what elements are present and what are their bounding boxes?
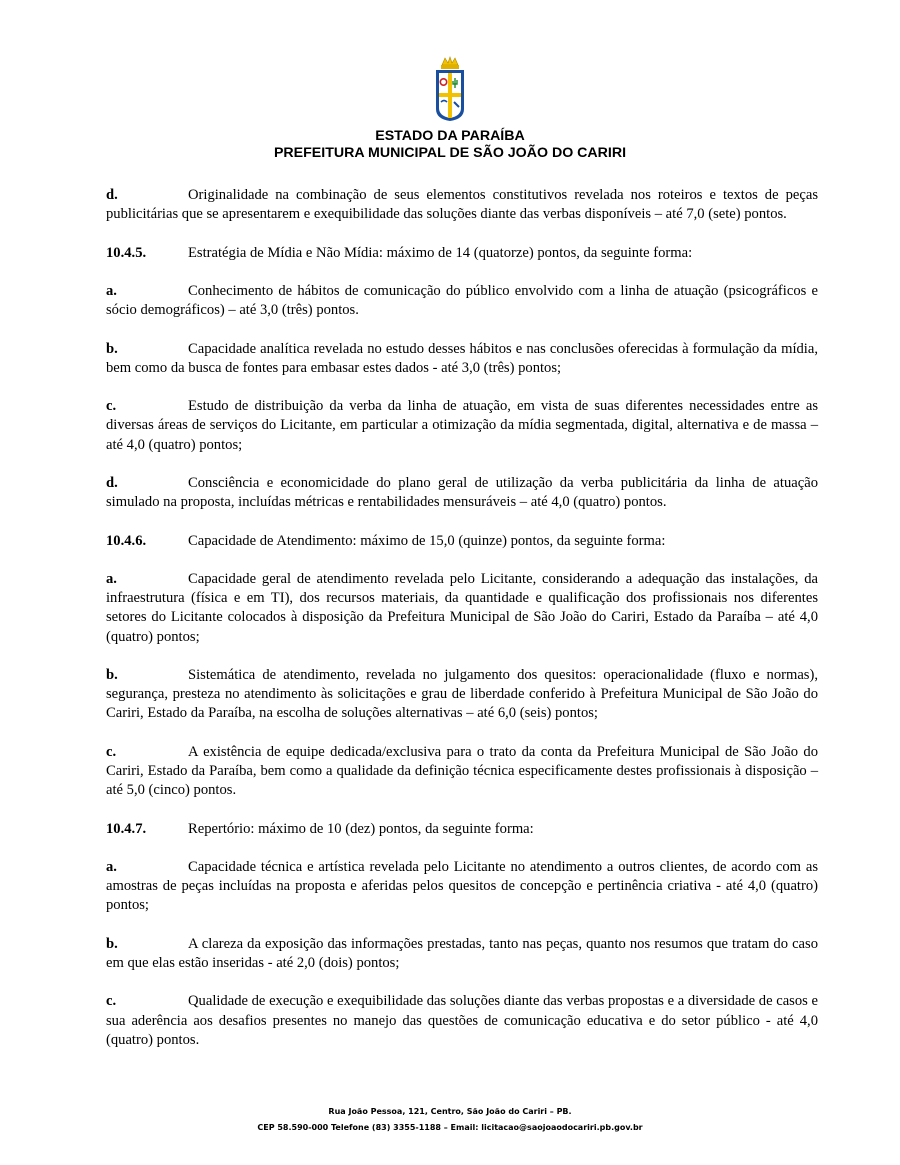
paragraph (106, 992, 818, 1050)
state-title: ESTADO DA PARAÍBA (375, 128, 525, 144)
item-text: Sistemática de atendimento, revelada no julgamento dos quesitos: operacionalidade (fluxo e normas), segurança, presteza no atendimento às solicitações e grau de liberdade conferido à Prefeitura Municipal de São João do Cariri, Estado da Paraíba, na escolha de soluções alternativas – até 6,0 (seis) pontos; (106, 666, 818, 722)
item-label: c. (106, 398, 117, 415)
item-text: A clareza da exposição das informações prestadas, tanto nas peças, quanto nos resumos que tratam do caso em que elas estão inseridas - até 2,0 (dois) pontos; (106, 935, 818, 971)
item-text: Capacidade analítica revelada no estudo desses hábitos e nas conclusões oferecidas à formulação da mídia, bem como da busca de fontes para embasar estes dados - até 3,0 (três) pontos; (106, 340, 818, 376)
paragraph (106, 340, 818, 378)
document-body (106, 186, 818, 1069)
paragraph (106, 186, 818, 224)
footer-address: Rua João Pessoa, 121, Centro, São João do Cariri – PB. (328, 1107, 572, 1116)
section-number: 10.4.5. (106, 244, 147, 261)
item-label: a. (106, 858, 117, 875)
item-label: b. (106, 340, 118, 357)
paragraph (106, 570, 818, 647)
municipal-coat-of-arms-icon (433, 55, 467, 123)
item-label: a. (106, 570, 117, 587)
paragraph (106, 743, 818, 801)
document-footer (0, 1104, 900, 1136)
section-heading (106, 820, 818, 839)
footer-contact: CEP 58.590-000 Telefone (83) 3355-1188 – Email: licitacao@saojoaodocariri.pb.gov.br (257, 1123, 643, 1132)
item-label: b. (106, 666, 118, 683)
item-label: a. (106, 282, 117, 299)
item-text: Consciência e economicidade do plano geral de utilização da verba publicitária da linha de atuação simulado na proposta, incluídas métricas e rentabilidades mensuráveis – até 4,0 (quatro) pontos. (106, 474, 818, 511)
paragraph (106, 397, 818, 455)
paragraph (106, 474, 818, 512)
item-label: b. (106, 935, 118, 952)
section-text: Repertório: máximo de 10 (dez) pontos, da seguinte forma: (188, 820, 534, 837)
paragraph (106, 666, 818, 724)
item-text: Capacidade geral de atendimento revelada pelo Licitante, considerando a adequação das instalações, da infraestrutura (física e em TI), dos recursos materiais, da quantidade e qualificação dos profissionais nos diferentes setores do Licitante colocados à disposição da Prefeitura Municipal de São João do Cariri, Estado da Paraíba – até 4,0 (quatro) pontos; (106, 570, 818, 645)
item-text: Qualidade de execução e exequibilidade das soluções diante das verbas propostas e a diversidade de casos e sua aderência aos desafios presentes no manejo das questões de comunicação educativa e do setor público - até 4,0 (quatro) pontos. (106, 993, 818, 1048)
paragraph (106, 935, 818, 973)
item-text: Conhecimento de hábitos de comunicação do público envolvido com a linha de atuação (psicográficos e sócio demográficos) – até 3,0 (três) pontos. (106, 282, 818, 319)
item-text: A existência de equipe dedicada/exclusiva para o trato da conta da Prefeitura Municipal de São João do Cariri, Estado da Paraíba, bem como a qualidade da definição técnica especificamente destes profissionais à disposição – até 5,0 (cinco) pontos. (106, 743, 818, 799)
item-label: c. (106, 993, 117, 1010)
item-text: Capacidade técnica e artística revelada pelo Licitante no atendimento a outros clientes, de acordo com as amostras de peças incluídas na proposta e aferidas pelos quesitos de concepção e pertinência criativa - até 4,0 (quatro) pontos; (106, 858, 818, 914)
item-text: Estudo de distribuição da verba da linha de atuação, em vista de suas diferentes necessidades entre as diversas áreas de serviços do Licitante, em particular a otimização da mídia segmentada, digital, alternativa e de massa – até 4,0 (quatro) pontos; (106, 398, 818, 453)
section-number: 10.4.7. (106, 820, 147, 837)
item-label: d. (106, 474, 118, 491)
document-header (0, 128, 900, 162)
section-heading (106, 532, 818, 551)
city-hall-title: PREFEITURA MUNICIPAL DE SÃO JOÃO DO CARIRI (273, 145, 627, 161)
item-label: c. (106, 743, 117, 760)
item-text: Originalidade na combinação de seus elementos constitutivos revelada nos roteiros e textos de peças publicitárias que se apresentarem e exequibilidade das soluções diante das verbas disponíveis – até 7,0 (sete) pontos. (106, 187, 818, 223)
section-number: 10.4.6. (106, 532, 147, 549)
section-text: Capacidade de Atendimento: máximo de 15,0 (quinze) pontos, da seguinte forma: (188, 532, 666, 549)
paragraph (106, 282, 818, 320)
paragraph (106, 858, 818, 916)
section-text: Estratégia de Mídia e Não Mídia: máximo de 14 (quatorze) pontos, da seguinte forma: (188, 244, 693, 261)
item-label: d. (106, 187, 118, 203)
section-heading (106, 244, 818, 263)
